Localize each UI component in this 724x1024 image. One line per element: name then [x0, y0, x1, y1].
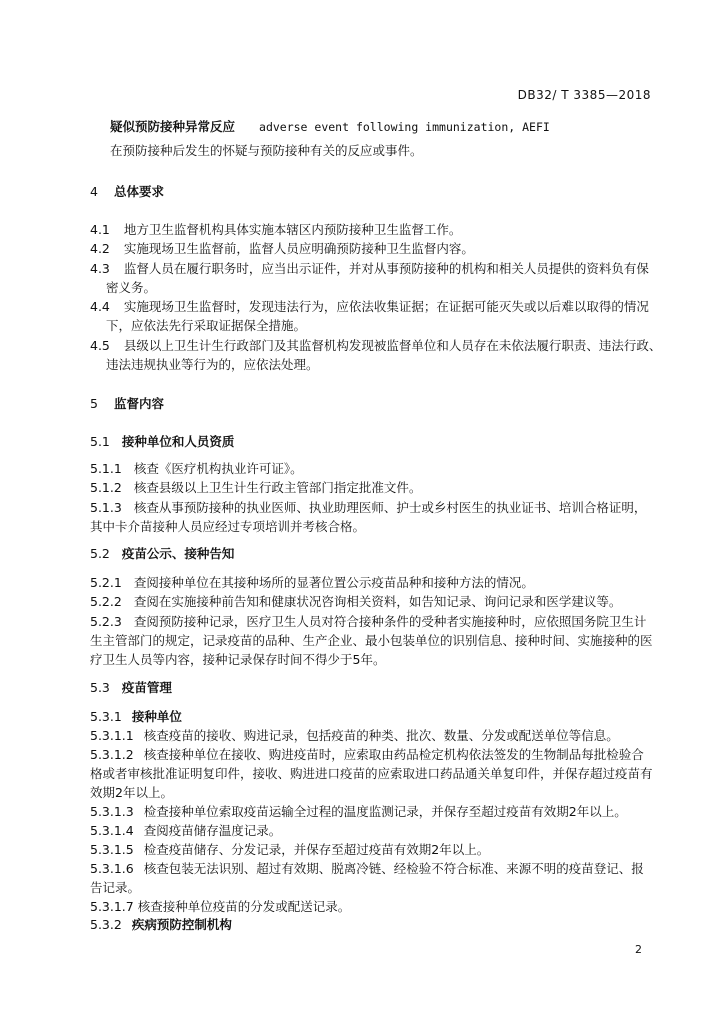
clause-continuation: 格或者审核批准证明复印件，接收、购进进口疫苗的应索取进口药品通关单复印件，并保存超过疫苗有 — [90, 766, 653, 781]
subsubsection-heading: 5.3.2 疾病预防控制机构 — [90, 917, 232, 932]
clause: 5.1.1 核查《医疗机构执业许可证》。 — [90, 461, 303, 476]
clause: 5.3.1.6 核查包装无法识别、超过有效期、脱离冷链、经检验不符合标准、来源不明的疫苗登记、报 — [90, 861, 644, 876]
clause: 5.2.3 查阅预防接种记录，医疗卫生人员对符合接种条件的受种者实施接种时，应依照国务院卫生计 — [90, 614, 647, 629]
clause: 5.1.2 核查县级以上卫生计生行政主管部门指定批准文件。 — [90, 480, 422, 495]
clause-continuation: 告记录。 — [90, 880, 141, 895]
clause-continuation: 其中卡介苗接种人员应经过专项培训并考核合格。 — [90, 519, 366, 534]
clause: 5.3.1.3 检查接种单位索取疫苗运输全过程的温度监测记录，并保存至超过疫苗有效期2年以上。 — [90, 804, 627, 819]
clause: 4.3 监督人员在履行职务时，应当出示证件，并对从事预防接种的机构和相关人员提供的资料负有保 — [90, 261, 649, 276]
subsection-heading: 5.2 疫苗公示、接种告知 — [90, 546, 235, 561]
clause-continuation: 生主管部门的规定，记录疫苗的品种、生产企业、最小包装单位的识别信息、接种时间、实施接种的医 — [90, 633, 653, 648]
section-heading: 5 监督内容 — [90, 396, 164, 411]
clause: 5.2.1 查阅接种单位在其接种场所的显著位置公示疫苗品种和接种方法的情况。 — [90, 575, 534, 590]
clause: 5.3.1.4 查阅疫苗储存温度记录。 — [90, 823, 282, 838]
clause: 5.2.2 查阅在实施接种前告知和健康状况咨询相关资料，如告知记录、询问记录和医学建议等。 — [90, 594, 622, 609]
term-definition: 在预防接种后发生的怀疑与预防接种有关的反应或事件。 — [110, 143, 423, 158]
clause: 4.4 实施现场卫生监督时，发现违法行为，应依法收集证据；在证据可能灭失或以后难以取得的情况 — [90, 299, 649, 314]
clause: 4.1 地方卫生监督机构具体实施本辖区内预防接种卫生监督工作。 — [90, 222, 462, 237]
clause-continuation: 违法违规执业等行为的，应依法处理。 — [106, 357, 319, 372]
clause-continuation: 效期2年以上。 — [90, 785, 173, 800]
clause-continuation: 疗卫生人员等内容，接种记录保存时间不得少于5年。 — [90, 652, 386, 667]
clause: 5.1.3 核查从事预防接种的执业医师、执业助理医师、护士或乡村医生的执业证书、培训合格证明， — [90, 500, 647, 515]
subsection-heading: 5.1 接种单位和人员资质 — [90, 434, 235, 449]
subsection-heading: 5.3 疫苗管理 — [90, 680, 172, 695]
term-chinese: 疑似预防接种异常反应 — [110, 119, 236, 134]
page-number: 2 — [635, 943, 642, 956]
clause: 5.3.1.1 核查疫苗的接收、购进记录，包括疫苗的种类、批次、数量、分发或配送单位等信息。 — [90, 728, 619, 743]
clause: 5.3.1.5 检查疫苗储存、分发记录，并保存至超过疫苗有效期2年以上。 — [90, 842, 490, 857]
subsubsection-heading: 5.3.1 接种单位 — [90, 709, 182, 724]
term-title — [110, 118, 550, 136]
clause-continuation: 下，应依法先行采取证据保全措施。 — [106, 318, 307, 333]
clause: 4.2 实施现场卫生监督前，监督人员应明确预防接种卫生监督内容。 — [90, 241, 474, 256]
term-english: adverse event following immunization, AEFI — [259, 120, 550, 134]
clause: 5.3.1.7 核查接种单位疫苗的分发或配送记录。 — [90, 899, 351, 914]
clause-continuation: 密义务。 — [106, 280, 157, 295]
clause: 4.5 县级以上卫生计生行政部门及其监督机构发现被监督单位和人员存在未依法履行职责、违法行政、 — [90, 338, 662, 353]
clause: 5.3.1.2 核查接种单位在接收、购进疫苗时，应索取由药品检定机构依法签发的生物制品每批检验合 — [90, 747, 644, 762]
section-heading: 4 总体要求 — [90, 184, 164, 199]
document-number: DB32/ T 3385—2018 — [517, 88, 651, 102]
